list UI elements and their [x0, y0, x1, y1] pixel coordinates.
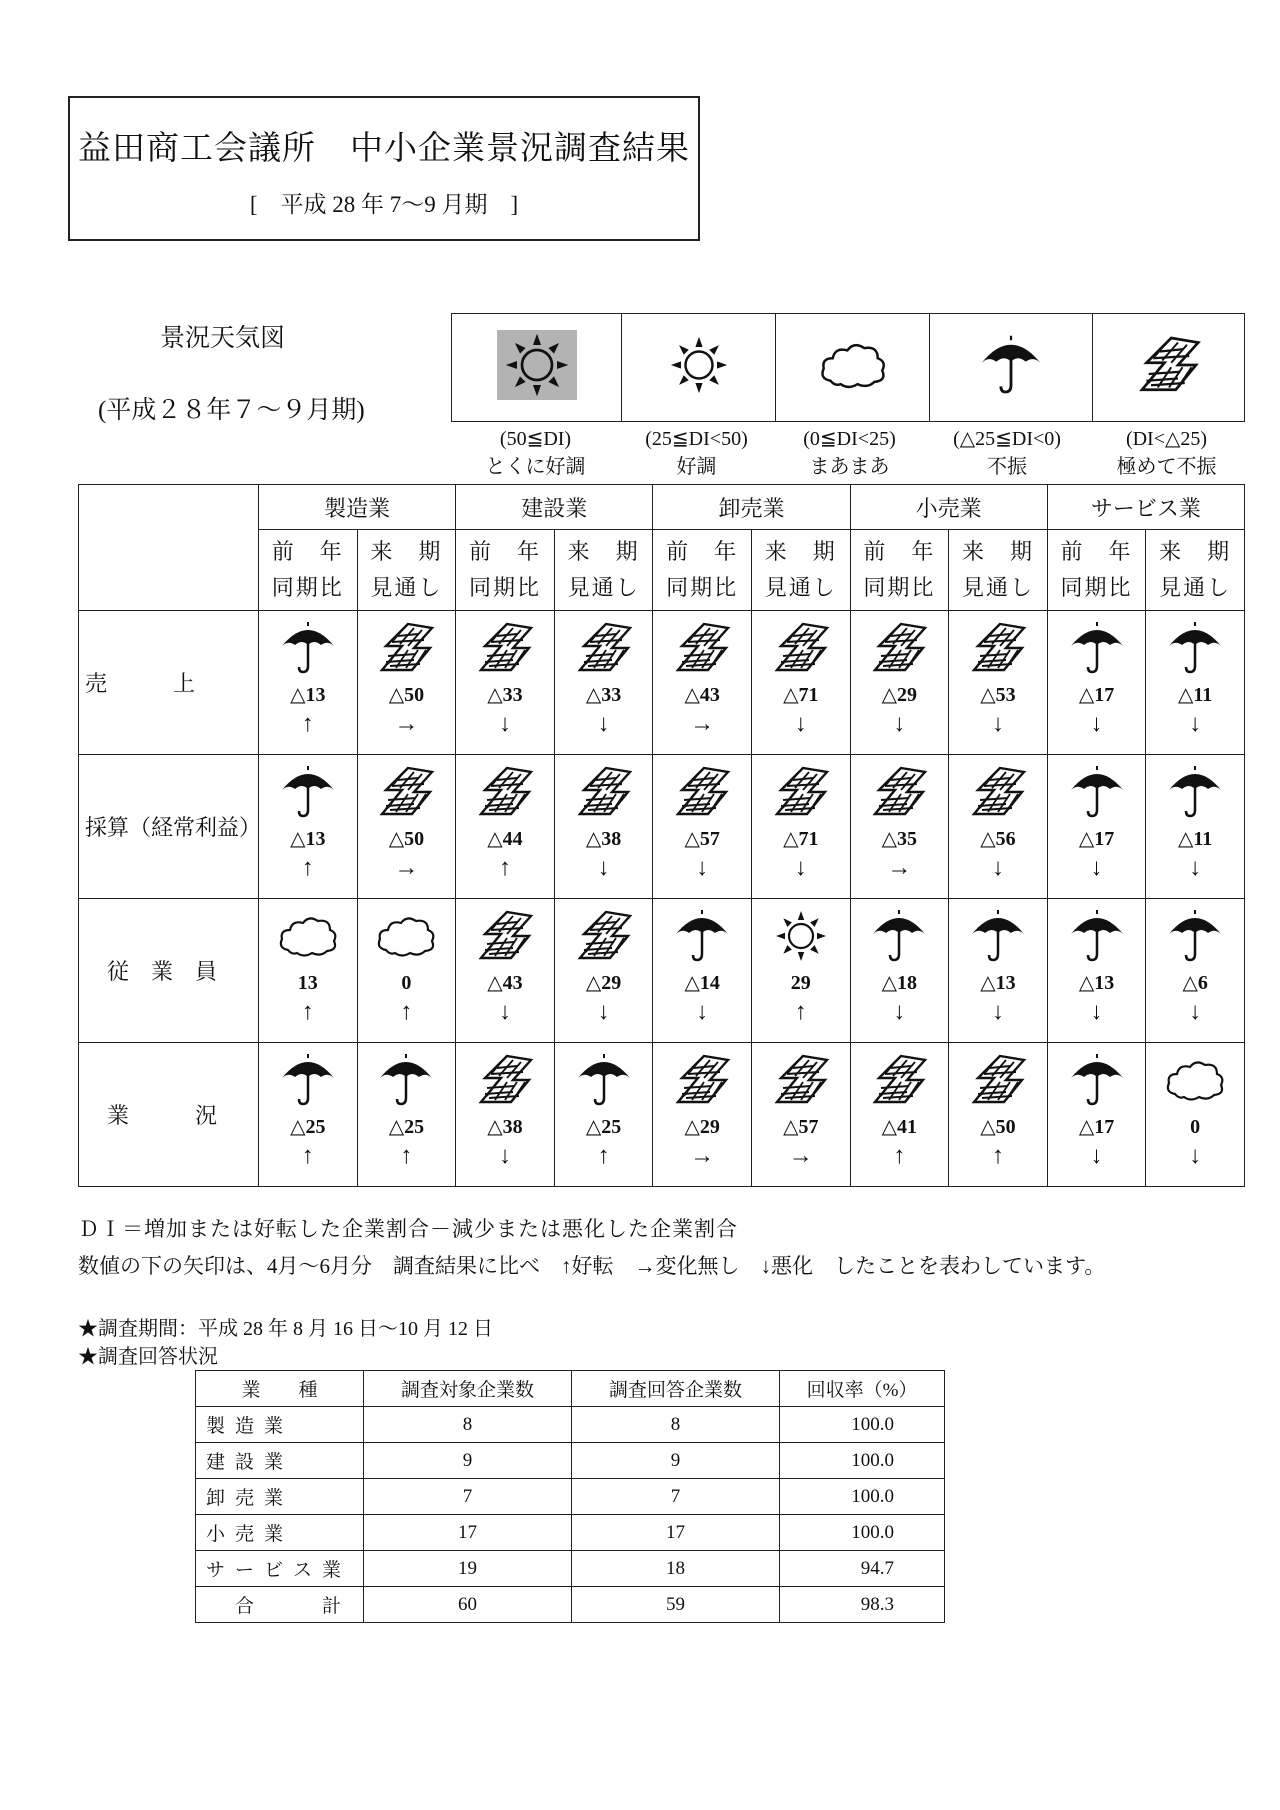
di-row: [79, 1043, 1245, 1187]
response-responded: 59: [572, 1587, 780, 1623]
di-value: △44: [487, 827, 523, 850]
legend-range: (△25≦DI<0): [953, 428, 1061, 450]
di-cell: [357, 611, 456, 755]
row-label: 従 業 員: [79, 899, 259, 1043]
response-header: 調査回答企業数: [572, 1371, 780, 1407]
sun-icon: [663, 332, 735, 403]
trend-arrow: ↓: [1090, 998, 1103, 1025]
trend-arrow: ↑: [597, 1142, 610, 1169]
di-cell: [259, 611, 358, 755]
sub-header-yoy: [1047, 530, 1146, 611]
legend-label: 好調: [676, 456, 717, 478]
di-cell: [456, 611, 555, 755]
response-header: 業 種: [196, 1371, 364, 1407]
legend-label: 極めて不振: [1116, 456, 1217, 478]
trend-arrow: ↑: [991, 1142, 1004, 1169]
storm-icon: [867, 620, 931, 676]
di-cell: [456, 755, 555, 899]
legend-range: (0≦DI<25): [803, 428, 896, 450]
response-body: [196, 1407, 945, 1623]
trend-arrow: ↓: [1189, 1142, 1202, 1169]
trend-arrow: →: [788, 1142, 813, 1169]
di-value: △33: [585, 683, 622, 706]
umbrella-icon: [572, 1052, 636, 1108]
sub-header-line: 同期比: [468, 575, 541, 600]
sunny-box-icon: [497, 325, 577, 410]
sub-header-line: 同期比: [271, 575, 344, 600]
sub-header-line: 同期比: [666, 575, 739, 600]
di-cell: [751, 1043, 850, 1187]
storm-icon: [572, 764, 636, 820]
di-value: △25: [290, 1115, 326, 1138]
di-value: △43: [684, 683, 720, 706]
response-row: [196, 1479, 945, 1515]
response-header-row: [196, 1371, 945, 1407]
sub-header-line: 見通し: [764, 575, 837, 600]
di-cell: [949, 611, 1048, 755]
storm-icon: [966, 620, 1030, 676]
di-value: △13: [290, 827, 326, 850]
di-cell: [850, 755, 949, 899]
di-cell: [1047, 1043, 1146, 1187]
industry-header: 建設業: [456, 485, 653, 530]
row-label: 売 上: [79, 611, 259, 755]
industry-header: 小売業: [850, 485, 1047, 530]
storm-icon: [473, 1052, 537, 1108]
di-value: △41: [881, 1115, 918, 1138]
response-row: [196, 1587, 945, 1623]
umbrella-icon: [1065, 764, 1129, 820]
di-value: △17: [1078, 1115, 1115, 1138]
umbrella-icon: [1163, 620, 1227, 676]
sub-header-line: 来 期: [1159, 539, 1232, 564]
trend-arrow: ↓: [794, 710, 807, 737]
di-value: △71: [783, 683, 819, 706]
di-cell: [949, 899, 1048, 1043]
di-value: △29: [585, 971, 622, 994]
industry-header: 卸売業: [653, 485, 850, 530]
umbrella-icon: [1163, 764, 1227, 820]
row-label: 採算（経常利益）: [79, 755, 259, 899]
di-value: △56: [980, 827, 1016, 850]
di-cell: [554, 899, 653, 1043]
di-cell: [751, 611, 850, 755]
legend-caption: [620, 425, 773, 481]
di-cell: [554, 611, 653, 755]
trend-arrow: ↓: [498, 710, 511, 737]
di-value: △25: [388, 1115, 425, 1138]
trend-arrow: →: [690, 710, 715, 737]
di-cell: [1146, 611, 1245, 755]
trend-arrow: →: [394, 854, 419, 881]
response-table: [195, 1370, 945, 1623]
sub-header-line: 見通し: [1159, 575, 1232, 600]
trend-arrow: ↓: [1090, 710, 1103, 737]
survey-period: ★調査期間：平成 28 年 8 月 16 日～10 月 12 日: [78, 1318, 493, 1340]
legend-caption: [926, 425, 1088, 481]
legend-caption: [451, 425, 620, 481]
legend-table: [451, 313, 1245, 422]
title-box: [68, 96, 700, 241]
trend-arrow: ↓: [893, 998, 906, 1025]
di-cell: [949, 1043, 1048, 1187]
sub-header-line: 同期比: [863, 575, 936, 600]
di-cell: [456, 1043, 555, 1187]
response-header: 調査対象企業数: [364, 1371, 572, 1407]
umbrella-icon: [1065, 908, 1129, 964]
di-cell: [653, 899, 752, 1043]
sub-header-line: 前 年: [468, 539, 541, 564]
legend-caption: [773, 425, 926, 481]
di-value: 0: [1190, 1115, 1201, 1138]
di-body: [79, 611, 1245, 1187]
trend-arrow: ↓: [498, 998, 511, 1025]
di-cell: [357, 755, 456, 899]
trend-arrow: ↓: [1189, 998, 1202, 1025]
response-industry: 小売業: [196, 1515, 364, 1551]
umbrella-icon: [1065, 1052, 1129, 1108]
response-target: 60: [364, 1587, 572, 1623]
trend-arrow: ↑: [893, 1142, 906, 1169]
umbrella-icon: [276, 1052, 340, 1108]
sub-header-line: 来 期: [370, 539, 443, 564]
sub-header-line: 来 期: [567, 539, 640, 564]
trend-arrow: ↑: [400, 1142, 413, 1169]
survey-status-heading: ★調査回答状況: [78, 1346, 218, 1368]
cloud-icon: [374, 908, 438, 964]
storm-icon: [769, 764, 833, 820]
storm-icon: [473, 620, 537, 676]
di-value: △50: [388, 827, 425, 850]
legend-cell-cloud: [776, 314, 930, 422]
response-rate: 100.0: [780, 1443, 945, 1479]
trend-arrow: ↑: [400, 998, 413, 1025]
di-cell: [259, 899, 358, 1043]
di-definition-note: ＤＩ＝増加または好転した企業割合－減少または悪化した企業割合: [78, 1217, 738, 1241]
di-cell: [751, 755, 850, 899]
trend-arrow: ↓: [1090, 854, 1103, 881]
umbrella-icon: [670, 908, 734, 964]
response-industry: 卸売業: [196, 1479, 364, 1515]
legend-caption: [1088, 425, 1245, 481]
di-value: 0: [401, 971, 412, 994]
trend-arrow: ↑: [301, 998, 314, 1025]
di-value: △50: [980, 1115, 1016, 1138]
response-industry: 製造業: [196, 1407, 364, 1443]
sub-header-line: 見通し: [961, 575, 1034, 600]
storm-icon: [374, 620, 438, 676]
di-value: △13: [980, 971, 1016, 994]
corner-cell: [79, 485, 259, 611]
di-cell: [850, 899, 949, 1043]
trend-arrow: ↓: [696, 998, 709, 1025]
storm-icon: [867, 764, 931, 820]
response-target: 19: [364, 1551, 572, 1587]
trend-arrow: ↑: [301, 1142, 314, 1169]
storm-icon: [670, 764, 734, 820]
di-value: △53: [980, 683, 1016, 706]
sub-header-line: 同期比: [1060, 575, 1133, 600]
umbrella-icon: [1065, 620, 1129, 676]
response-industry: 合 計: [196, 1587, 364, 1623]
di-value: △71: [783, 827, 819, 850]
industry-header-row: [79, 485, 1245, 530]
trend-arrow: ↓: [991, 998, 1004, 1025]
cloud-icon: [817, 332, 889, 403]
sub-header-yoy: [259, 530, 358, 611]
sub-header-yoy: [456, 530, 555, 611]
storm-icon: [966, 764, 1030, 820]
di-value: △35: [881, 827, 918, 850]
legend-label: まあまあ: [809, 456, 890, 478]
trend-arrow: ↓: [597, 710, 610, 737]
storm-icon: [670, 620, 734, 676]
response-industry: サービス業: [196, 1551, 364, 1587]
sub-header-line: 前 年: [271, 539, 344, 564]
industry-header: 製造業: [259, 485, 456, 530]
storm-icon: [473, 764, 537, 820]
di-cell: [850, 1043, 949, 1187]
trend-arrow: ↓: [1189, 710, 1202, 737]
response-header: 回収率（%）: [780, 1371, 945, 1407]
response-row: [196, 1551, 945, 1587]
trend-arrow: ↓: [991, 854, 1004, 881]
trend-arrow: ↓: [597, 854, 610, 881]
legend-cell-sun: [622, 314, 776, 422]
legend-range: (25≦DI<50): [645, 428, 748, 450]
di-row: [79, 899, 1245, 1043]
di-value: △11: [1178, 827, 1213, 850]
di-value: △33: [487, 683, 523, 706]
legend-cell-storm: [1093, 314, 1245, 422]
response-responded: 18: [572, 1551, 780, 1587]
di-cell: [1146, 1043, 1245, 1187]
di-value: △43: [487, 971, 523, 994]
trend-arrow: ↓: [498, 1142, 511, 1169]
di-value: △57: [684, 827, 720, 850]
weather-map-heading: 景況天気図: [160, 325, 286, 352]
di-value: △18: [881, 971, 918, 994]
sub-header-outlook: [949, 530, 1048, 611]
storm-icon: [966, 1052, 1030, 1108]
di-value: △50: [388, 683, 425, 706]
storm-icon: [769, 620, 833, 676]
di-value: △38: [585, 827, 622, 850]
di-cell: [949, 755, 1048, 899]
di-value: △29: [684, 1115, 720, 1138]
trend-arrow: →: [394, 710, 419, 737]
trend-arrow: ↓: [893, 710, 906, 737]
trend-arrow: ↑: [301, 854, 314, 881]
response-target: 7: [364, 1479, 572, 1515]
sub-header-yoy: [850, 530, 949, 611]
trend-arrow: ↑: [498, 854, 511, 881]
trend-arrow: ↓: [696, 854, 709, 881]
cloud-icon: [276, 908, 340, 964]
di-cell: [653, 611, 752, 755]
di-value: △29: [881, 683, 918, 706]
di-cell: [259, 755, 358, 899]
umbrella-icon: [276, 764, 340, 820]
row-label: 業 況: [79, 1043, 259, 1187]
response-row: [196, 1443, 945, 1479]
di-value: △13: [290, 683, 326, 706]
storm-icon: [769, 1052, 833, 1108]
di-cell: [259, 1043, 358, 1187]
di-cell: [1146, 755, 1245, 899]
sub-header-line: 前 年: [666, 539, 739, 564]
arrow-explanation-note: 数値の下の矢印は、4月～6月分 調査結果に比べ ↑好転 →変化無し ↓悪化 したことを表わしています。: [78, 1254, 1106, 1278]
legend-cell-umbrella: [930, 314, 1093, 422]
di-row: [79, 755, 1245, 899]
umbrella-icon: [867, 908, 931, 964]
umbrella-icon: [975, 332, 1047, 403]
response-industry: 建設業: [196, 1443, 364, 1479]
di-value: △11: [1178, 683, 1213, 706]
sub-header-outlook: [751, 530, 850, 611]
sub-header-line: 前 年: [863, 539, 936, 564]
trend-arrow: ↓: [1189, 854, 1202, 881]
di-cell: [653, 1043, 752, 1187]
storm-icon: [867, 1052, 931, 1108]
legend-captions: [451, 425, 1245, 485]
di-value: △17: [1078, 827, 1115, 850]
response-responded: 17: [572, 1515, 780, 1551]
trend-arrow: ↑: [794, 998, 807, 1025]
di-value: △17: [1078, 683, 1115, 706]
response-rate: 100.0: [780, 1515, 945, 1551]
response-target: 8: [364, 1407, 572, 1443]
di-table: [78, 484, 1245, 1187]
di-value: △25: [585, 1115, 622, 1138]
di-cell: [357, 1043, 456, 1187]
umbrella-icon: [966, 908, 1030, 964]
trend-arrow: →: [887, 854, 912, 881]
di-cell: [357, 899, 456, 1043]
di-value: 13: [297, 971, 318, 994]
response-target: 9: [364, 1443, 572, 1479]
storm-icon: [473, 908, 537, 964]
trend-arrow: ↓: [991, 710, 1004, 737]
storm-icon: [572, 908, 636, 964]
response-row: [196, 1515, 945, 1551]
trend-arrow: ↓: [597, 998, 610, 1025]
di-value: △14: [684, 971, 720, 994]
sub-header-outlook: [554, 530, 653, 611]
di-cell: [1047, 899, 1146, 1043]
legend-range: (50≦DI): [499, 428, 572, 450]
industry-header: サービス業: [1047, 485, 1244, 530]
sub-header-line: 見通し: [370, 575, 443, 600]
di-cell: [1146, 899, 1245, 1043]
trend-arrow: ↑: [301, 710, 314, 737]
storm-icon: [670, 1052, 734, 1108]
umbrella-icon: [374, 1052, 438, 1108]
response-rate: 94.7: [780, 1551, 945, 1587]
sub-header-outlook: [357, 530, 456, 611]
sub-header-line: 来 期: [764, 539, 837, 564]
sub-header-line: 見通し: [567, 575, 640, 600]
response-target: 17: [364, 1515, 572, 1551]
storm-icon: [374, 764, 438, 820]
di-cell: [554, 1043, 653, 1187]
weather-map-period: (平成２８年７～９月期): [98, 397, 365, 424]
legend-cell-sunny-box: [452, 314, 622, 422]
di-cell: [1047, 611, 1146, 755]
sub-header-line: 前 年: [1060, 539, 1133, 564]
trend-arrow: →: [690, 1142, 715, 1169]
cloud-icon: [1163, 1052, 1227, 1108]
di-value: △38: [487, 1115, 523, 1138]
response-rate: 98.3: [780, 1587, 945, 1623]
di-cell: [850, 611, 949, 755]
response-rate: 100.0: [780, 1407, 945, 1443]
di-cell: [751, 899, 850, 1043]
response-responded: 7: [572, 1479, 780, 1515]
legend-label: 不振: [987, 456, 1027, 478]
page-title: 益田商工会議所 中小企業景況調査結果: [78, 131, 690, 167]
storm-icon: [572, 620, 636, 676]
di-value: △6: [1182, 971, 1208, 994]
di-cell: [554, 755, 653, 899]
di-cell: [456, 899, 555, 1043]
di-value: △57: [783, 1115, 819, 1138]
di-value: 29: [790, 971, 811, 994]
storm-icon: [1133, 332, 1205, 403]
page-subtitle: [ 平成 28 年 7～9 月期 ]: [249, 192, 519, 217]
trend-arrow: ↓: [1090, 1142, 1103, 1169]
di-cell: [1047, 755, 1146, 899]
response-row: [196, 1407, 945, 1443]
sub-header-yoy: [653, 530, 752, 611]
legend-label: とくに好調: [485, 456, 586, 478]
sub-header-outlook: [1146, 530, 1245, 611]
trend-arrow: ↓: [794, 854, 807, 881]
sub-header-line: 来 期: [961, 539, 1034, 564]
umbrella-icon: [276, 620, 340, 676]
di-value: △13: [1078, 971, 1115, 994]
umbrella-icon: [1163, 908, 1227, 964]
di-row: [79, 611, 1245, 755]
response-responded: 8: [572, 1407, 780, 1443]
response-rate: 100.0: [780, 1479, 945, 1515]
sun-icon: [769, 908, 833, 964]
response-responded: 9: [572, 1443, 780, 1479]
legend-range: (DI<△25): [1125, 428, 1208, 450]
di-cell: [653, 755, 752, 899]
